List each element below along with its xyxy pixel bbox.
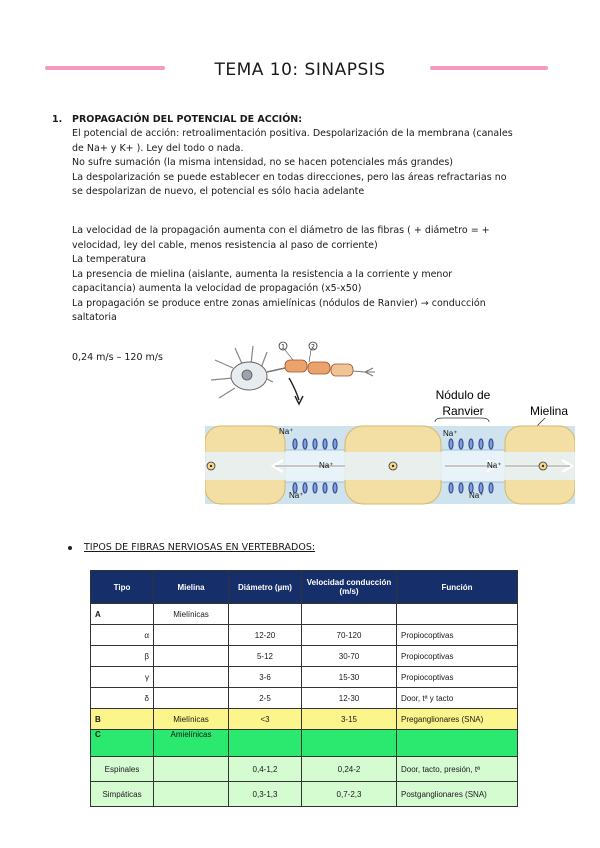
table-row — [91, 782, 518, 807]
bullet-label: TIPOS DE FIBRAS NERVIOSAS EN VERTEBRADOS: — [84, 542, 316, 553]
table-row — [91, 667, 518, 688]
cell: α — [91, 625, 154, 646]
cell: 0,3-1,3 — [229, 782, 302, 807]
cell — [154, 688, 229, 709]
text-line: La despolarización se puede establecer en todas direcciones, pero las áreas refractarias no — [72, 171, 507, 183]
node-label-line-1: Nódulo de — [435, 388, 491, 402]
cell: Propiocoptivas — [397, 667, 518, 688]
speed-range: 0,24 m/s – 120 m/s — [72, 352, 163, 363]
text-line: se despolarizan de nuevo, el potencial es sólo hacia adelante — [72, 186, 365, 197]
text-line: La velocidad de la propagación aumenta con el diámetro de las fibras ( + diámetro = + — [72, 225, 490, 236]
page-title: TEMA 10: SINAPSIS — [214, 60, 386, 80]
cell: 0,24-2 — [302, 757, 397, 782]
cell: 70-120 — [302, 625, 397, 646]
col-header: Diámetro (µm) — [229, 571, 302, 604]
bullet-dot — [68, 546, 72, 550]
cell — [154, 782, 229, 807]
cell: δ — [91, 688, 154, 709]
cell — [302, 730, 397, 757]
cell: 3-15 — [302, 709, 397, 730]
node-label-line-2: Ranvier — [442, 404, 484, 418]
na-label: Na⁺ — [443, 429, 458, 438]
table-row — [91, 646, 518, 667]
cell: B — [91, 709, 154, 730]
text-line: La temperatura — [72, 254, 147, 265]
marker-1-label: 1 — [281, 343, 285, 351]
cell: Amielínicas — [154, 730, 229, 757]
text-line: La presencia de mielina (aislante, aumenta la resistencia a la corriente y menor — [72, 268, 453, 280]
cell: 30-70 — [302, 646, 397, 667]
cell — [154, 646, 229, 667]
cell: 2-5 — [229, 688, 302, 709]
cell: Mielínicas — [154, 709, 229, 730]
table-row — [91, 730, 518, 757]
cell: Simpáticas — [91, 782, 154, 807]
cell — [154, 757, 229, 782]
marker-2-label: 2 — [311, 343, 315, 351]
col-header: Tipo — [91, 571, 154, 604]
cell: Propiocoptivas — [397, 625, 518, 646]
na-label: Na⁺ — [289, 491, 304, 500]
cell: Postganglionares (SNA) — [397, 782, 518, 807]
section-heading — [52, 114, 302, 125]
cell: 15-30 — [302, 667, 397, 688]
cell — [154, 667, 229, 688]
col-header: Función — [397, 571, 518, 604]
cell — [302, 604, 397, 625]
col-header: Velocidad conducción (m/s) — [302, 571, 397, 604]
paragraph-b — [72, 224, 542, 326]
text-line: de Na+ y K+ ). Ley del todo o nada. — [72, 142, 244, 154]
table-row — [91, 625, 518, 646]
bullet-item — [68, 542, 315, 553]
text-line: velocidad, ley del cable, menos resistencia al paso de corriente) — [72, 239, 378, 251]
neuron-illustration — [211, 342, 375, 404]
section-heading-text: PROPAGACIÓN DEL POTENCIAL DE ACCIÓN: — [72, 114, 303, 125]
cell: 5-12 — [229, 646, 302, 667]
text-line: El potencial de acción: retroalimentación positiva. Despolarización de la membrana (canales — [72, 128, 513, 139]
text-line: No sufre sumación (la misma intensidad, no se hacen potenciales más grandes) — [72, 157, 454, 168]
cell: Door, tª y tacto — [397, 688, 518, 709]
cell: 12-20 — [229, 625, 302, 646]
cell: Preganglionares (SNA) — [397, 709, 518, 730]
cell: 0,4-1,2 — [229, 757, 302, 782]
cell: <3 — [229, 709, 302, 730]
text-line: saltatoria — [72, 312, 117, 323]
cell: Door, tacto, presión, tª — [397, 757, 518, 782]
na-label: Na⁺ — [279, 427, 294, 436]
table-row — [91, 757, 518, 782]
text-line: La propagación se produce entre zonas amielínicas (nódulos de Ranvier) → conducción — [72, 297, 486, 309]
paragraph-a — [72, 127, 542, 200]
cell — [154, 625, 229, 646]
cell: Mielínicas — [154, 604, 229, 625]
col-header: Mielina — [154, 571, 229, 604]
table-row — [91, 709, 518, 730]
fiber-types-table — [90, 570, 518, 807]
cell: A — [91, 604, 154, 625]
cell: 0,7-2,3 — [302, 782, 397, 807]
table-row — [91, 604, 518, 625]
cell: β — [91, 646, 154, 667]
cell — [229, 604, 302, 625]
cell: C — [91, 730, 154, 757]
myelin-label: Mielina — [529, 404, 569, 418]
section-number: 1. — [52, 114, 63, 125]
cell: Propiocoptivas — [397, 646, 518, 667]
cell: 3-6 — [229, 667, 302, 688]
na-label: Na⁺ — [469, 491, 484, 500]
na-label: Na⁺ — [319, 461, 334, 470]
cell — [397, 604, 518, 625]
cell: 12-30 — [302, 688, 397, 709]
na-label: Na⁺ — [487, 461, 502, 470]
cell — [397, 730, 518, 757]
saltatory-conduction-diagram — [205, 338, 575, 508]
cell: γ — [91, 667, 154, 688]
table-row — [91, 688, 518, 709]
cell — [229, 730, 302, 757]
text-line: capacitancia) aumenta la velocidad de propagación (x5-x50) — [72, 283, 362, 294]
cell: Espinales — [91, 757, 154, 782]
table-header-row — [91, 571, 518, 604]
